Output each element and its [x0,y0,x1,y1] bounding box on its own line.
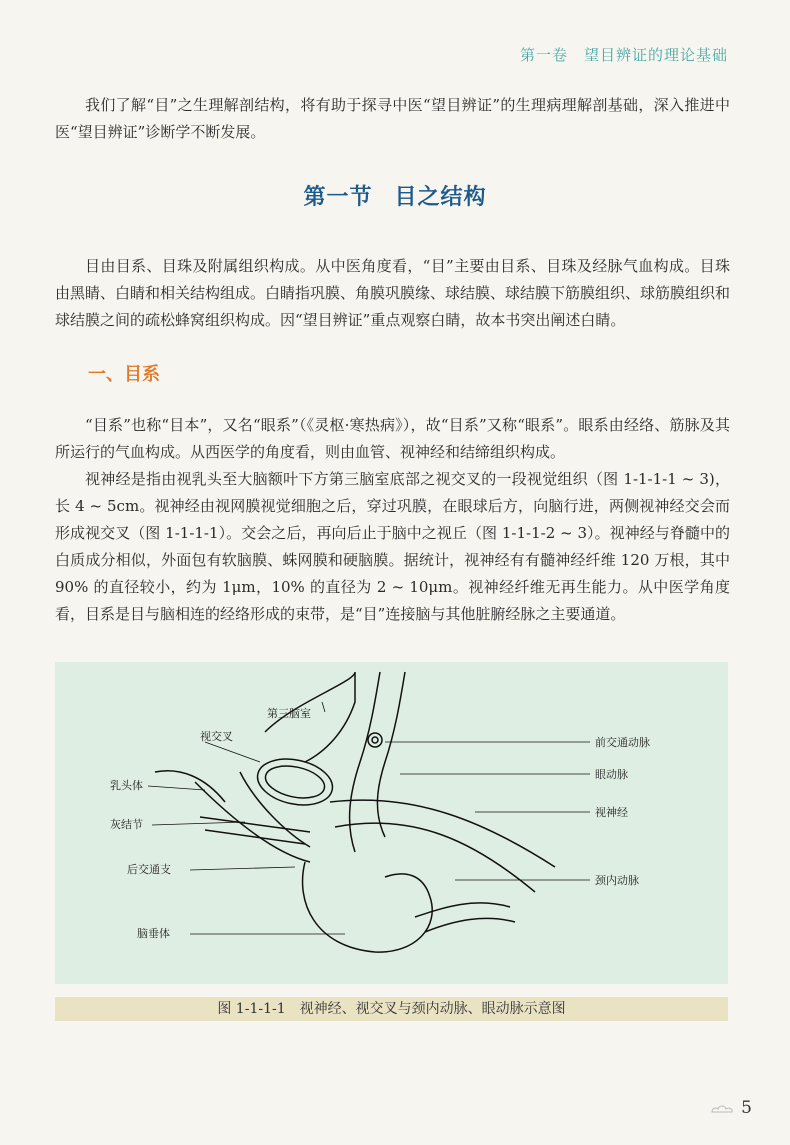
intro-paragraph: 我们了解“目”之生理解剖结构，将有助于探寻中医“望目辨证”的生理病理解剖基础，深入推进中医“望目辨证”诊断学不断发展。 [55,96,730,141]
subheading-muxi: 一、目系 [88,364,160,385]
label-ophthalmic-artery: 眼动脉 [595,768,628,781]
label-optic-chiasm: 视交叉 [200,730,233,743]
anatomy-diagram [55,662,728,984]
figure-caption: 图 1-1-1-1 视神经、视交叉与颈内动脉、眼动脉示意图 [55,997,728,1021]
paragraph-1: “目系”也称“目本”，又名“眼系”（《灵枢·寒热病》），故“目系”又称“眼系”。眼系由经络、筋脉及其所运行的气血构成。从西医学的角度看，则由血管、视神经和结缔组织构成。 [55,416,730,461]
label-optic-nerve: 视神经 [595,806,628,819]
running-header: 第一卷 望目辨证的理论基础 [519,46,728,64]
section-paragraph: 目由目系、目珠及附属组织构成。从中医角度看，“目”主要由目系、目珠及经脉气血构成。目珠由黑睛、白睛和相关结构组成。白睛指巩膜、角膜巩膜缘、球结膜、球结膜下筋膜组织、球筋膜组织和球结膜之间的疏松蜂窝组织构成。因“望目辨证”重点观察白睛，故本书突出阐述白睛。 [55,257,731,329]
label-pituitary: 脑垂体 [137,927,170,940]
label-posterior-commissure: 后交通支 [127,863,171,876]
label-anterior-communicating-artery: 前交通动脉 [595,736,650,749]
section-title [0,180,790,211]
label-tuber-cinereum: 灰结节 [110,818,143,831]
paragraph-2: 视神经是指由视乳头至大脑额叶下方第三脑室底部之视交叉的一段视觉组织（图 1-1-1-1 ~ 3)，长 4 ~ 5cm。视神经由视网膜视觉细胞之后，穿过巩膜，在眼球后方，向脑行进，两侧视神经交会而形成视交叉（图 1-1-1-1）。交会之后，再向后止于脑中之视丘（图 1-1-1-2 ~ 3）。视神经与脊髓中的白质成分相似，外面包有软脑膜、蛛网膜和硬脑膜。据统计，视神经有有髓神经纤维 120 万根，其中 90% 的直径较小，约为 1μm，10% 的直径为 2 ~ 10μm。视神经纤维无再生能力。从中医学角度看，目系是目与脑相连的经络形成的束带，是“目”连接脑与其他脏腑经脉之主要通道。 [55,470,730,623]
cloud-ornament-icon [710,1102,734,1114]
label-third-ventricle: 第三脑室 [267,707,311,720]
label-internal-carotid-artery: 颈内动脉 [595,874,639,887]
section-number: 第一节 [303,185,373,210]
label-mammillary-body: 乳头体 [110,779,143,792]
section-name: 目之结构 [394,185,487,210]
anatomy-figure [55,662,728,984]
page-number: 5 [741,1098,752,1118]
